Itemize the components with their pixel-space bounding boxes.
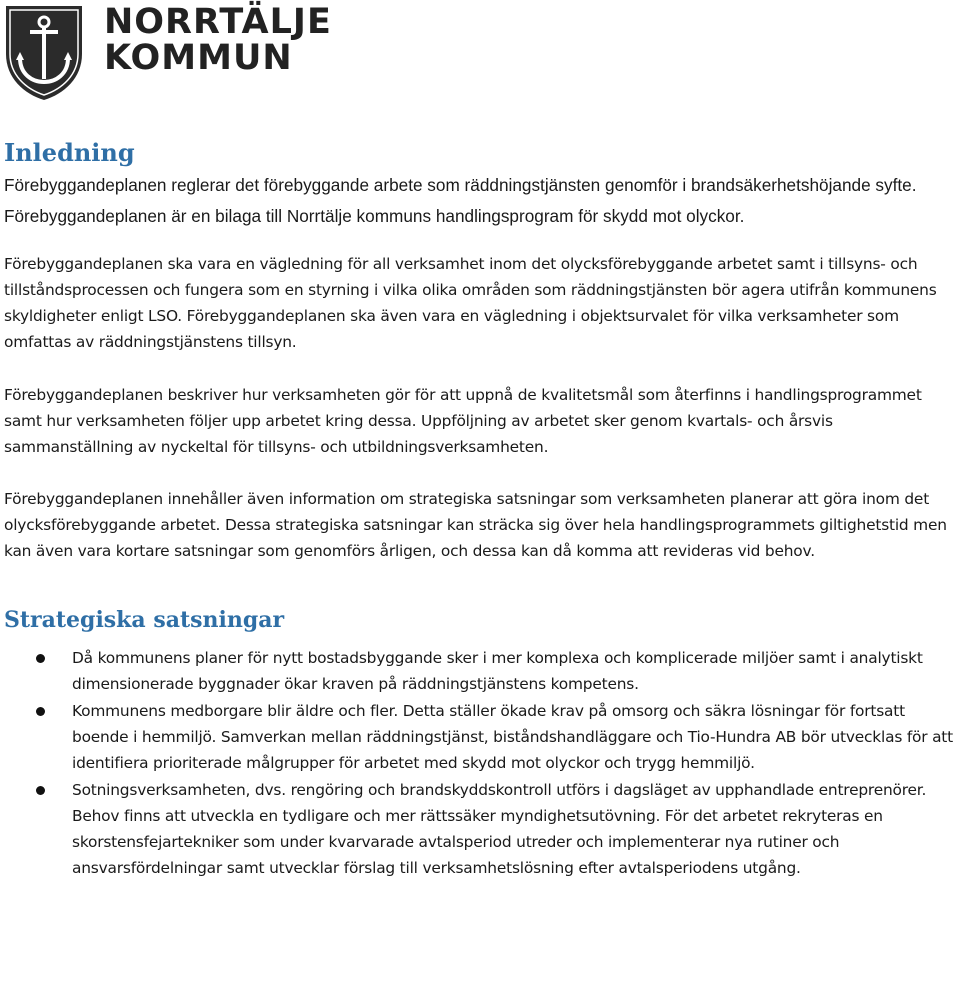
logo-wordmark	[104, 4, 332, 76]
intro-paragraph-3: Förebyggandeplanen innehåller även information om strategiska satsningar som verksamheten planerar att göra inom det olycksförebyggande arbetet. Dessa strategiska satsningar kan sträcka sig över hela handlingsprogrammets giltighetstid men kan även vara kortare satsningar som genomförs årligen, och dessa kan då komma att revideras vid behov.	[4, 490, 947, 560]
intro-paragraph-1: Förebyggandeplanen ska vara en vägledning för all verksamhet inom det olycksförebyggande arbetet samt i tillsyns- och tillståndsprocessen och fungera som en styrning i vilka olika områden som räddningstjänsten bör agera utifrån kommunens skyldigheter enligt LSO. Förebyggandeplanen ska även vara en vägledning i objektsurvalet för vilka verksamheter som omfattas av räddningstjänstens tillsyn.	[4, 255, 937, 351]
municipality-logo	[2, 2, 332, 102]
document-body	[4, 138, 959, 882]
list-item	[4, 698, 959, 776]
intro-paragraph-2: Förebyggandeplanen beskriver hur verksamheten gör för att uppnå de kvalitetsmål som återfinns i handlingsprogrammet samt hur verksamheten följer upp arbetet kring dessa. Uppföljning av arbetet sker genom kvartals- och årsvis sammanställning av nyckeltal för tillsyns- och utbildningsverksamheten.	[4, 386, 922, 456]
logo-line-1: NORRTÄLJE	[104, 2, 332, 42]
intro-heading: Inledning	[4, 138, 135, 167]
anchor-shield-icon	[2, 2, 86, 102]
list-item	[4, 645, 959, 697]
list-item-text: Kommunens medborgare blir äldre och fler. Detta ställer ökade krav på omsorg och säkra lösningar för fortsatt boende i hemmiljö. Samverkan mellan räddningstjänst, biståndshandläggare och Tio-Hundra AB bör utvecklas för att identifiera prioriterade målgrupper för arbetet med skydd mot olyckor och trygg hemmiljö.	[72, 702, 953, 772]
logo-line-2: KOMMUN	[104, 38, 293, 78]
bullet-icon	[36, 707, 45, 716]
list-item	[4, 777, 959, 881]
bullet-icon	[36, 786, 45, 795]
list-item-text: Sotningsverksamheten, dvs. rengöring och brandskyddskontroll utförs i dagsläget av upphandlade entreprenörer. Behov finns att utveckla en tydligare och mer rättssäker myndighetsutövning. För det arbetet rekryteras en skorstensfejartekniker som under kvarvarade avtalsperiod utreder och implementerar nya rutiner och ansvarsfördelningar samt utvecklar förslag till verksamhetslösning efter avtalsperiodens utgång.	[72, 781, 927, 877]
list-item-text: Då kommunens planer för nytt bostadsbyggande sker i mer komplexa och komplicerade miljöer samt i analytiskt dimensionerade byggnader ökar kraven på räddningstjänstens kompetens.	[72, 649, 923, 693]
strategic-heading: Strategiska satsningar	[4, 607, 285, 633]
intro-lead-paragraph: Förebyggandeplanen reglerar det förebyggande arbete som räddningstjänsten genomför i brandsäkerhetshöjande syfte. Förebyggandeplanen är en bilaga till Norrtälje kommuns handlingsprogram för skydd mot olyckor.	[4, 175, 917, 226]
strategic-list	[4, 645, 959, 881]
bullet-icon	[36, 654, 45, 663]
